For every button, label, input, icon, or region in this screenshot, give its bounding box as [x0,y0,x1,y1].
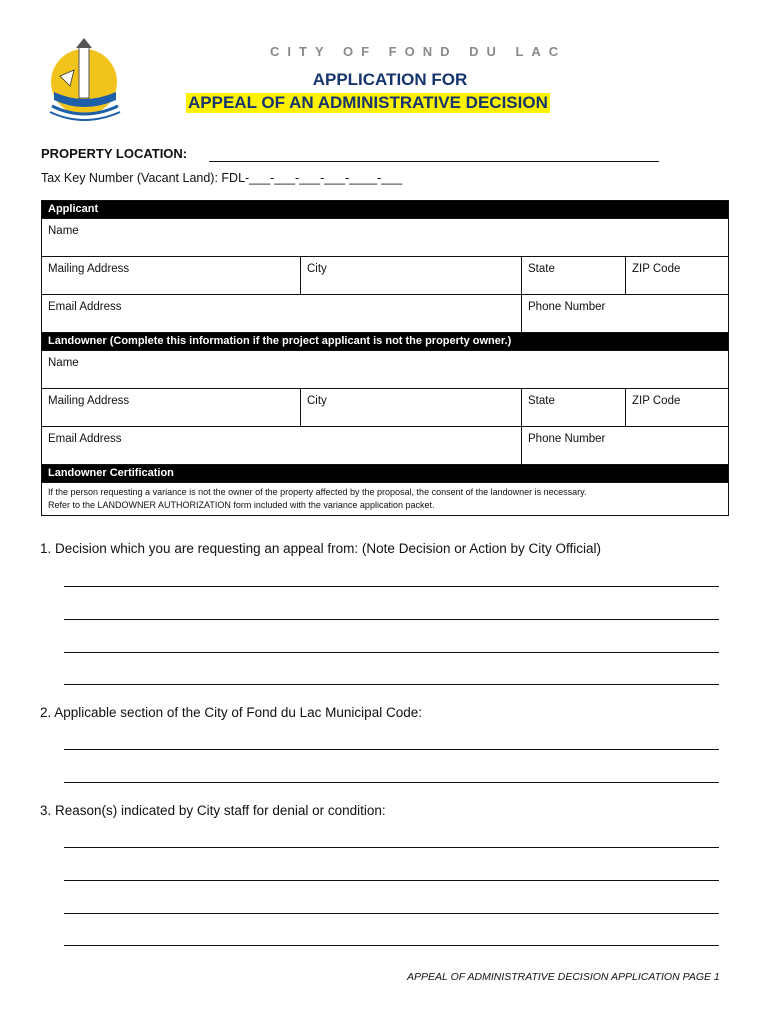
applicant-mailing-field[interactable]: Mailing Address [42,257,301,295]
applicant-form [41,200,728,516]
landowner-phone-field[interactable]: Phone Number [522,427,729,465]
question-2: 2. Applicable section of the City of Fond du Lac Municipal Code: [40,705,422,720]
applicant-name-field[interactable]: Name [42,219,729,257]
answer-1-line-2[interactable] [64,619,719,620]
answer-3-line-2[interactable] [64,880,719,881]
answer-2-line-1[interactable] [64,749,719,750]
certification-note [42,483,729,516]
title-line-2: APPEAL OF AN ADMINISTRATIVE DECISION [188,93,548,112]
applicant-state-field[interactable]: State [522,257,626,295]
question-1: 1. Decision which you are requesting an appeal from: (Note Decision or Action by City Official) [40,541,602,556]
landowner-mailing-field[interactable]: Mailing Address [42,389,301,427]
answer-3-line-4[interactable] [64,945,719,946]
certification-heading: Landowner Certification [42,465,729,483]
applicant-city-field[interactable]: City [301,257,522,295]
applicant-phone-field[interactable]: Phone Number [522,295,729,333]
applicant-heading: Applicant [42,201,729,219]
landowner-email-field[interactable]: Email Address [42,427,522,465]
question-3: 3. Reason(s) indicated by City staff for denial or condition: [40,803,386,818]
property-location-field[interactable] [209,161,659,162]
answer-1-line-1[interactable] [64,586,719,587]
landowner-name-field[interactable]: Name [42,351,729,389]
answer-1-line-3[interactable] [64,652,719,653]
answer-2-line-2[interactable] [64,782,719,783]
title-line-1: APPLICATION FOR [312,70,468,89]
applicant-zip-field[interactable]: ZIP Code [626,257,729,295]
page-footer: APPEAL OF ADMINISTRATIVE DECISION APPLICATION PAGE 1 [407,971,720,983]
certification-line-1: If the person requesting a variance is not the owner of the property affected by the proposal, the consent of the landowner is necessary. [48,487,587,497]
property-location-label: PROPERTY LOCATION: [41,146,188,161]
tax-key-field[interactable]: Tax Key Number (Vacant Land): FDL-___-___-___-___-____-___ [41,171,403,185]
landowner-city-field[interactable]: City [301,389,522,427]
landowner-zip-field[interactable]: ZIP Code [626,389,729,427]
landowner-state-field[interactable]: State [522,389,626,427]
landowner-heading: Landowner (Complete this information if the project applicant is not the property owner.) [42,333,729,351]
city-name: CITY OF FOND DU LAC [270,44,567,59]
applicant-email-field[interactable]: Email Address [42,295,522,333]
answer-3-line-3[interactable] [64,913,719,914]
answer-1-line-4[interactable] [64,684,719,685]
answer-3-line-1[interactable] [64,847,719,848]
certification-line-2: Refer to the LANDOWNER AUTHORIZATION form included with the variance application packet. [48,500,435,510]
